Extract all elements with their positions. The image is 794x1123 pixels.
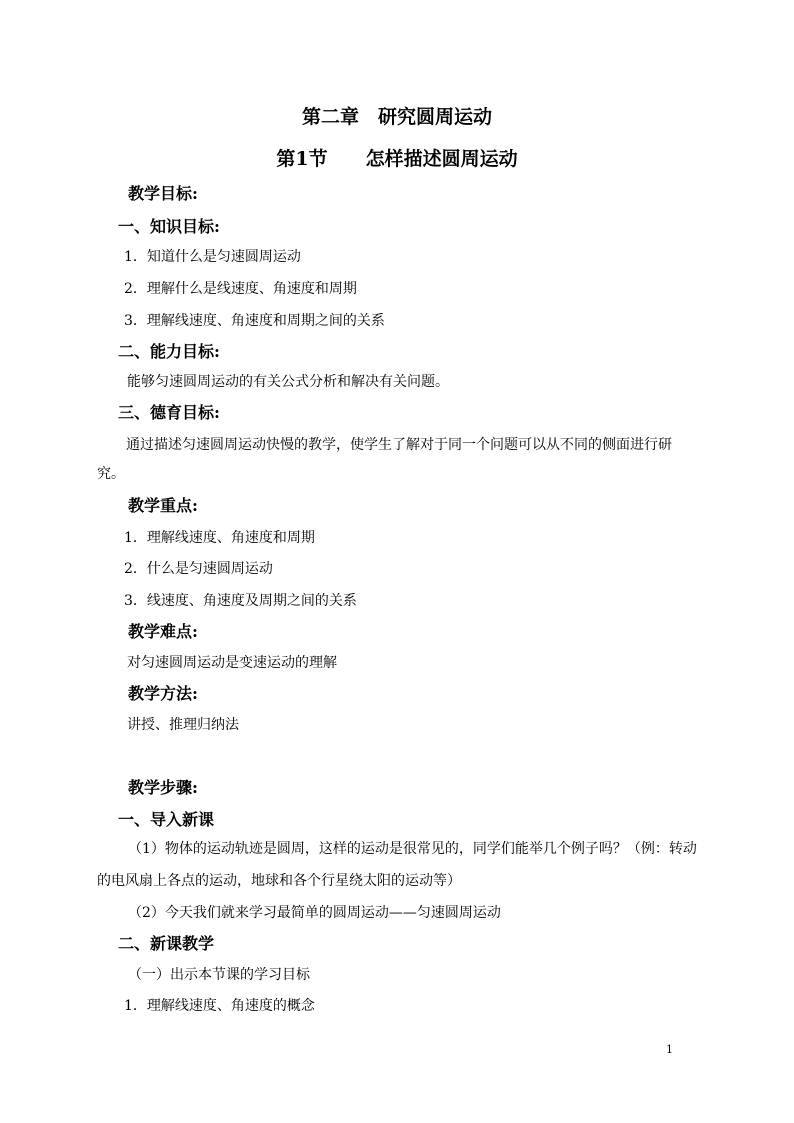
key-point-item: 1．理解线速度、角速度和周期 (124, 530, 315, 546)
intro-heading: 一、导入新课 (118, 810, 215, 829)
methods-text: 讲授、推理归纳法 (127, 717, 239, 733)
knowledge-goal-item: 3．理解线速度、角速度和周期之间的关系 (124, 313, 385, 329)
key-point-item: 3．线速度、角速度及周期之间的关系 (124, 593, 357, 609)
knowledge-goal-item: 1．知道什么是匀速圆周运动 (124, 249, 301, 265)
ability-goals-text: 能够匀速圆周运动的有关公式分析和解决有关问题。 (127, 374, 449, 390)
difficulties-heading: 教学难点: (128, 622, 198, 641)
moral-goals-heading: 三、德育目标: (118, 403, 220, 422)
methods-heading: 教学方法: (128, 684, 198, 703)
intro-paragraph-1-continued: 的电风扇上各点的运动，地球和各个行星绕太阳的运动等） (97, 873, 461, 889)
chapter-title: 第二章 研究圆周运动 (301, 106, 492, 128)
moral-goals-text: 通过描述匀速圆周运动快慢的教学，使学生了解对于同一个问题可以从不同的侧面进行研 (126, 437, 672, 453)
new-lesson-subheading: （一）出示本节课的学习目标 (128, 967, 310, 983)
key-points-heading: 教学重点: (128, 496, 198, 515)
intro-paragraph-1: （1）物体的运动轨迹是圆周，这样的运动是很常见的，同学们能举几个例子吗？（例：转动 (128, 841, 697, 857)
page-number: 1 (666, 1043, 673, 1056)
ability-goals-heading: 二、能力目标: (118, 342, 220, 361)
key-point-item: 2．什么是匀速圆周运动 (124, 561, 273, 577)
section-title: 第1节 怎样描述圆周运动 (276, 148, 518, 170)
knowledge-goals-heading: 一、知识目标: (118, 217, 220, 236)
teaching-goals-heading: 教学目标: (128, 184, 198, 203)
intro-paragraph-2: （2）今天我们就来学习最简单的圆周运动——匀速圆周运动 (128, 905, 501, 921)
steps-heading: 教学步骤: (128, 778, 198, 797)
moral-goals-text-continued: 究。 (97, 466, 125, 482)
new-lesson-heading: 二、新课教学 (118, 934, 215, 953)
knowledge-goal-item: 2．理解什么是线速度、角速度和周期 (124, 281, 357, 297)
new-lesson-item: 1．理解线速度、角速度的概念 (124, 998, 315, 1014)
difficulties-text: 对匀速圆周运动是变速运动的理解 (127, 655, 337, 671)
